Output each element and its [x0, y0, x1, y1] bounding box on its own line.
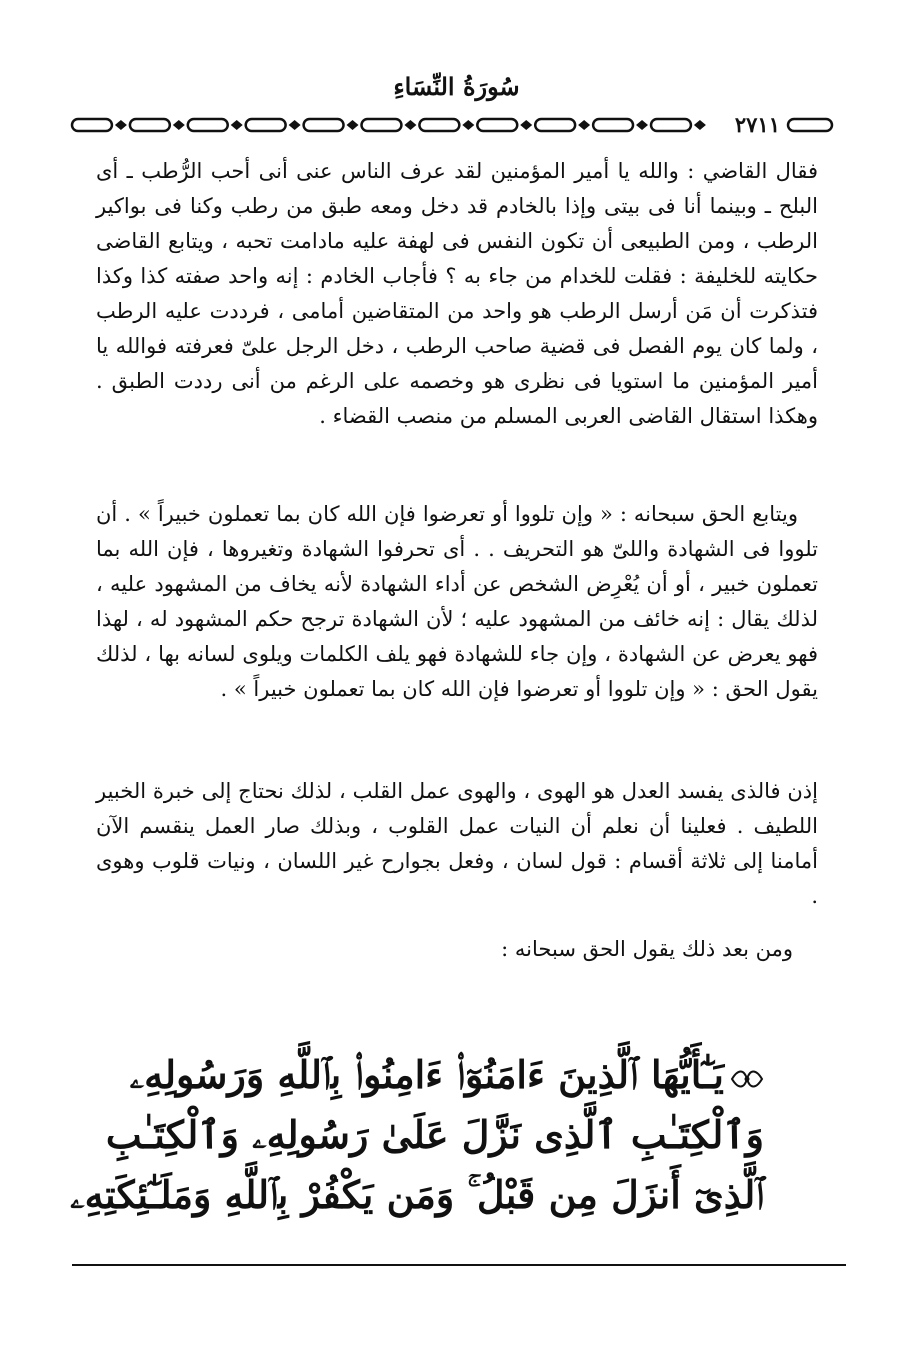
verse-intro-line: ومن بعد ذلك يقول الحق سبحانه :: [501, 937, 793, 961]
chain-ornament-icon: [70, 114, 729, 136]
header-ornament-band: [70, 114, 836, 136]
paragraph-desire: إذن فالذى يفسد العدل هو الهوى ، والهوى عمل القلب ، لذلك نحتاج إلى خبرة الخبير اللطيف . فعلينا أن نعلم أن النيات عمل القلوب ، وبذلك صار العمل ينقسم الآن أمامنا إلى ثلاثة أقسام : قول لسان ، وفعل بجوارح غير اللسان ، ونيات قلوب وهوى .: [96, 779, 818, 908]
end-cap-ornament-icon: [786, 114, 836, 136]
quran-line-2: وَٱلْكِتَـٰبِ ٱلَّذِى نَزَّلَ عَلَىٰ رَسُولِهِۦ وَٱلْكِتَـٰبِ: [105, 1112, 764, 1157]
surah-title: سُورَةُ النِّسَاءِ: [393, 72, 520, 101]
paragraph-judge-story: فقال القاضي : والله يا أمير المؤمنين لقد عرف الناس عنى أنى أحب الرُّطب ـ أى البلح ـ وبينما أنا فى بيتى وإذا بالخادم قد دخل ومعه طبق من رطب وكنا فى بواكير الرطب ، ومن الطبيعى أن تكون النفس فى لهفة عليه مادامت تحبه ، ويتابع القاضى حكايته للخليفة : فقلت للخدام من جاء به ؟ فأجاب الخادم : إنه واحد صفته كذا وكذا فتذكرت أن مَن أرسل الرطب هو واحد من المتقاضين أمامى ، فرددت عليه الرطب ، ولما كان يوم الفصل فى قضية صاحب الرطب ، دخل الرجل علىّ فعرفته فوالله يا أمير المؤمنين ما استويا فى نظرى هو وخصمه على الرغم من أنى رددت الطبق . وهكذا استقال القاضى العربى المسلم من منصب القضاء .: [96, 159, 818, 428]
quran-line-1: [129, 1045, 764, 1105]
quran-verse-block: [70, 1045, 764, 1225]
quran-line-3: ٱلَّذِىٓ أَنزَلَ مِن قَبْلُ ۚ وَمَن يَكْفُرْ بِٱللَّهِ وَمَلَـٰٓئِكَتِهِۦ: [70, 1172, 764, 1217]
paragraph-testimony: ويتابع الحق سبحانه : « وإن تلووا أو تعرضوا فإن الله كان بما تعملون خبيراً » . أن تلووا فى الشهادة واللىّ هو التحريف . . أى تحرفوا الشهادة وتغيروها ، فإن الله بما تعملون خبير ، أو أن يُعْرِض الشخص عن أداء الشهادة لأنه يخاف من المشهود عليه ، لذلك يقال : إنه خائف من المشهود عليه ؛ لأن الشهادة ترجح حكم المشهود له ، لهذا فهو يعرض عن الشهادة ، وإن جاء للشهادة فهو يلف الكلمات ويلوى لسانه بها ، لذلك يقول الحق : « وإن تلووا أو تعرضوا فإن الله كان بما تعملون خبيراً » .: [96, 502, 818, 701]
quran-line-1-text: يَـٰٓأَيُّهَا ٱلَّذِينَ ءَامَنُوٓا۟ ءَامِنُوا۟ بِٱللَّهِ وَرَسُولِهِۦ: [129, 1052, 724, 1097]
verse-start-ornament-icon: [730, 1067, 764, 1091]
footer-rule: [72, 1264, 846, 1266]
page-number: ٢٧١١: [734, 112, 780, 137]
